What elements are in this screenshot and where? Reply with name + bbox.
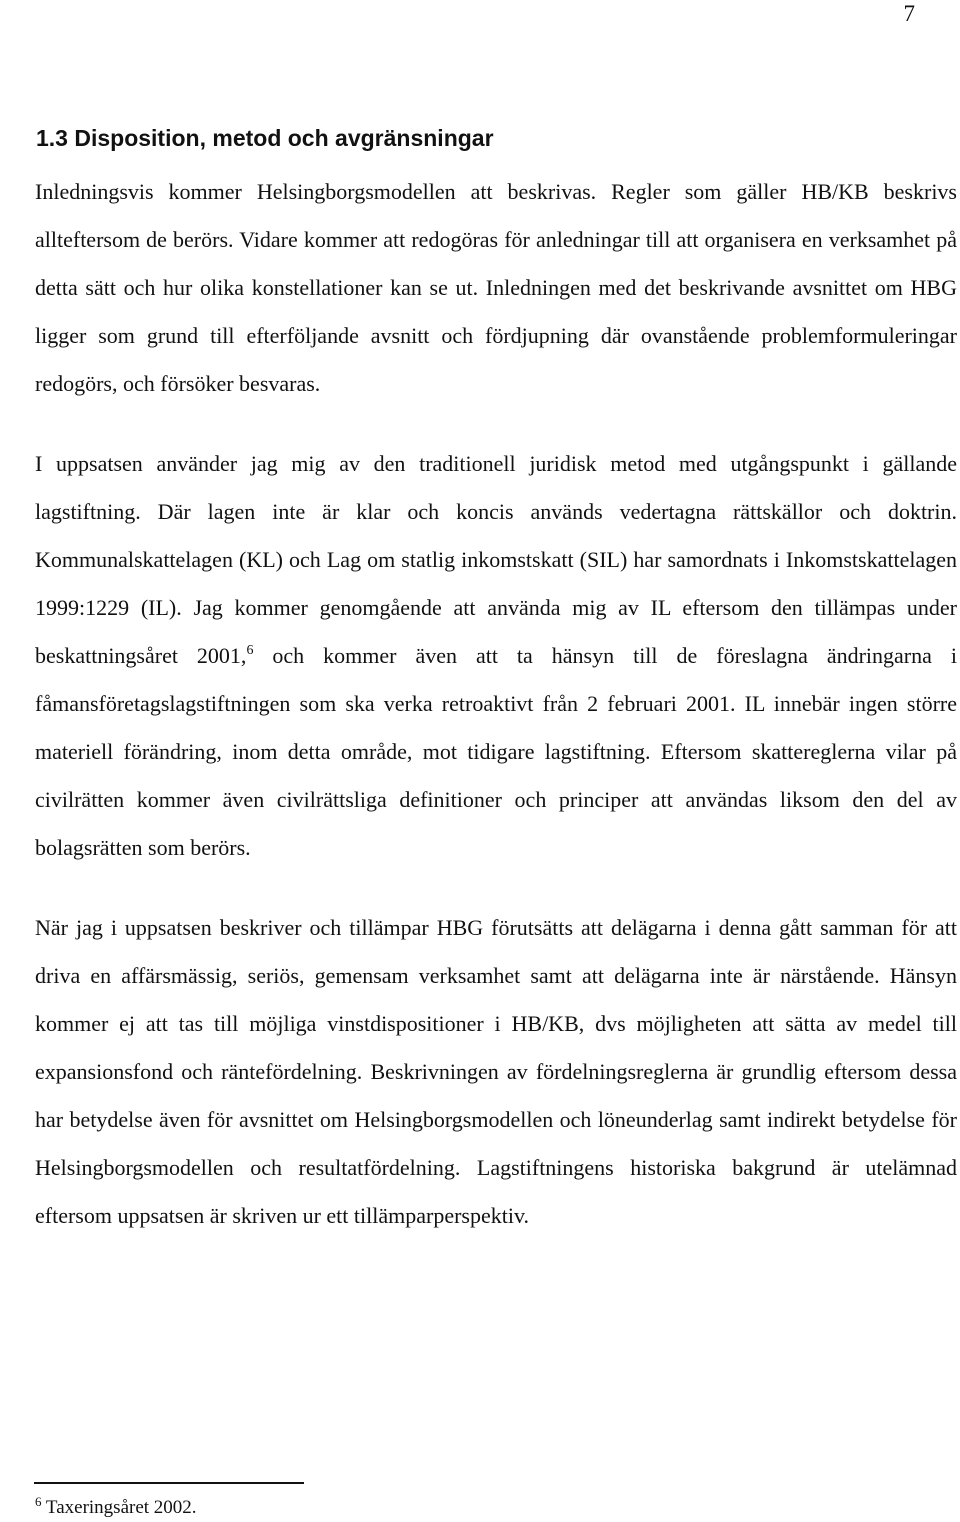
paragraph-method bbox=[35, 440, 957, 872]
section-heading: 1.3 Disposition, metod och avgränsningar bbox=[36, 125, 494, 151]
page-number: 7 bbox=[903, 1, 915, 26]
paragraph-method-text-end: och kommer även att ta hänsyn till de föreslagna ändringarna i fåmansföretagslagstiftningen som ska verka retroaktivt från 2 februari 2001. IL innebär ingen större materiell förändring, inom detta område, mot tidigare lagstiftning. Eftersom skattereglerna vilar på civilrätten kommer även civilrättsliga definitioner och principer att användas liksom den del av bolagsrätten som berörs. bbox=[35, 643, 957, 860]
footnote-reference: 6 bbox=[246, 643, 254, 658]
footnote-text: Taxeringsåret 2002. bbox=[45, 1497, 197, 1518]
paragraph-disposition: Inledningsvis kommer Helsingborgsmodellen att beskrivas. Regler som gäller HB/KB beskrivs allteftersom de berörs. Vidare kommer att redogöras för anledningar till att organisera en verksamhet på detta sätt och hur olika konstellationer kan se ut. Inledningen med det beskrivande avsnittet om HBG ligger som grund till efterföljande avsnitt och fördjupning där ovanstående problemformuleringar redogörs, och försöker besvaras. bbox=[35, 179, 957, 396]
paragraph-limitations: När jag i uppsatsen beskriver och tillämpar HBG förutsätts att delägarna i denna gått samman för att driva en affärsmässig, seriös, gemensam verksamhet samt att delägarna inte är närstående. Hänsyn kommer ej att tas till möjliga vinstdispositioner i HB/KB, dvs möjligheten att sätta av medel till expansionsfond och räntefördelning. Beskrivningen av fördelningsreglerna är grundlig eftersom dessa har betydelse även för avsnittet om Helsingborgsmodellen och löneunderlag samt indirekt betydelse för Helsingborgsmodellen och resultatfördelning. Lagstiftningens historiska bakgrund är utelämnad eftersom uppsatsen är skriven ur ett tillämparperspektiv. bbox=[35, 915, 957, 1228]
footnote bbox=[35, 1496, 197, 1520]
paragraph-method-text-start: I uppsatsen använder jag mig av den traditionell juridisk metod med utgångspunkt i gällande lagstiftning. Där lagen inte är klar och koncis används vedertagna rättskällor och doktrin. Kommunalskattelagen (KL) och Lag om statlig inkomstskatt (SIL) har samordnats i Inkomstskattelagen 1999:1229 (IL). Jag kommer genomgående att använda mig av IL eftersom den tillämpas under beskattningsåret 2001, bbox=[35, 451, 957, 668]
footnote-number: 6 bbox=[35, 1494, 42, 1509]
footnote-divider bbox=[34, 1482, 304, 1484]
